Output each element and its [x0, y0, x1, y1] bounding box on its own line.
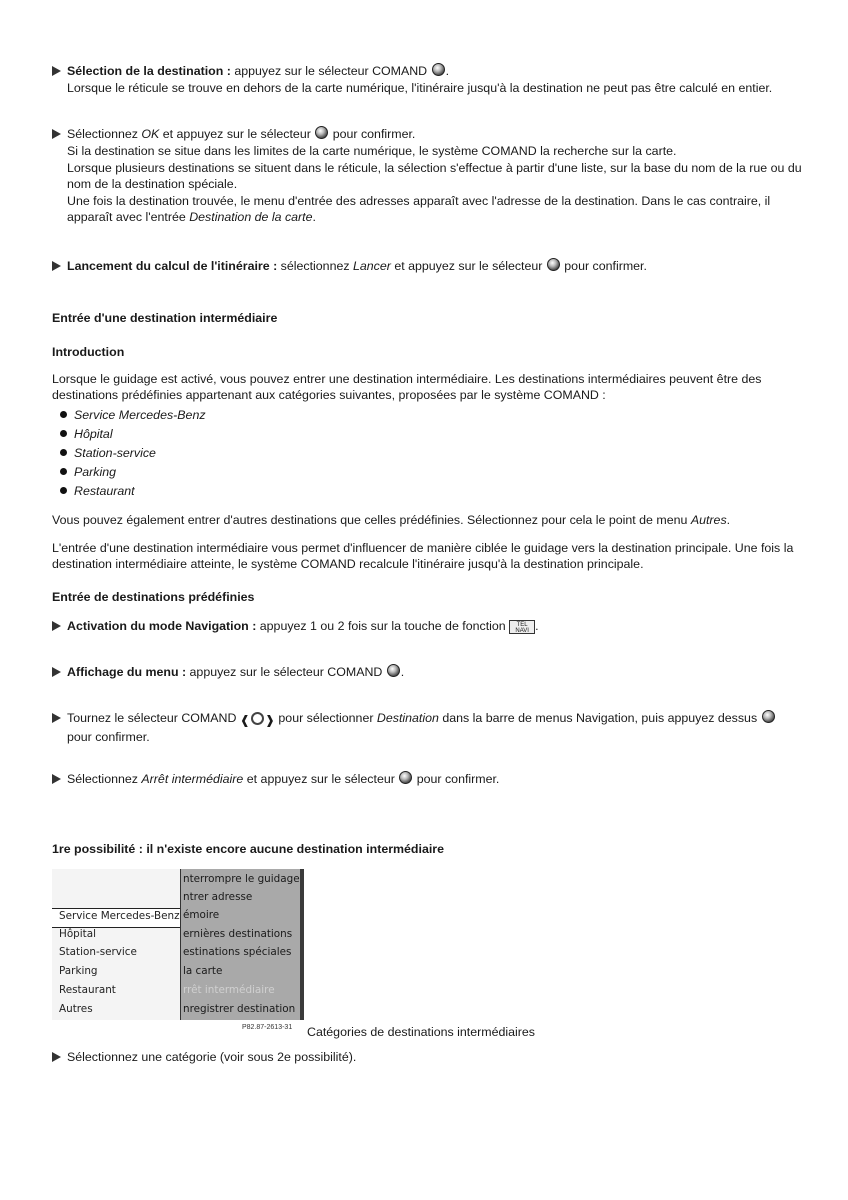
image-code: P82.87-2613-31 — [242, 1024, 293, 1031]
step-punct: . — [400, 665, 405, 679]
menu-item: nterrompre le guidage — [183, 873, 300, 885]
menu-item: émoire — [183, 909, 220, 921]
step-text: et appuyez sur le sélecteur — [390, 259, 546, 273]
comand-controller-press-icon — [399, 771, 412, 784]
menu-item: ntrer adresse — [183, 891, 253, 903]
paragraph-punct: . — [726, 513, 731, 527]
comand-menu-screenshot — [52, 869, 304, 1020]
step-note: Une fois la destination trouvée, le menu d'entrée des adresses apparaît avec l'adresse de la destination. Dans le cas contraire, il apparaît avec l'entrée — [67, 194, 771, 224]
section-heading: Entrée d'une destination intermédiaire — [52, 311, 278, 325]
category-item: Hôpital — [74, 427, 113, 441]
step-select-stopover — [52, 771, 812, 788]
destination-menu — [181, 869, 300, 1020]
step-text: sélectionnez — [277, 259, 353, 273]
comand-controller-press-icon — [315, 126, 328, 139]
category-item: Parking — [74, 465, 117, 479]
arrow-icon — [52, 774, 61, 784]
comand-controller-press-icon — [387, 664, 400, 677]
arrow-icon — [52, 667, 61, 677]
menu-item: Parking — [59, 965, 98, 977]
menu-item: Station-service — [59, 946, 137, 958]
menu-item: nregistrer destination — [183, 1003, 296, 1015]
figure-caption: Catégories de destinations intermédiaires — [307, 1025, 535, 1039]
step-select-destination — [52, 63, 812, 97]
menu-item-italic: Autres — [690, 513, 727, 527]
menu-item: Restaurant — [59, 984, 116, 996]
step-select-category — [52, 1049, 812, 1066]
step-text: et appuyez sur le sélecteur — [243, 772, 399, 786]
step-confirm-ok — [52, 126, 812, 226]
menu-item: rrêt intermédiaire — [183, 984, 275, 996]
step-title: Affichage du menu : — [67, 665, 187, 679]
category-item: Station-service — [74, 446, 156, 460]
category-item: Service Mercedes-Benz — [74, 408, 206, 422]
step-turn-controller — [52, 710, 812, 746]
arrow-icon — [52, 129, 61, 139]
step-italic: Destination de la carte — [189, 210, 313, 224]
menu-item: Hôpital — [59, 928, 96, 940]
step-text: pour confirmer. — [329, 127, 416, 141]
step-activate-navigation — [52, 618, 812, 635]
menu-item: Service Mercedes-Benz — [59, 910, 180, 922]
step-text: pour confirmer. — [67, 730, 150, 744]
step-punct: . — [312, 210, 316, 224]
intro-paragraph: Lorsque le guidage est activé, vous pouvez entrer une destination intermédiaire. Les destinations intermédiaires peuvent être des destinations prédéfinies appartenant aux catégories suivantes, proposées par le système COMAND : — [52, 372, 762, 402]
step-text: Sélectionnez — [67, 127, 142, 141]
category-item: Restaurant — [74, 484, 135, 498]
step-title: Activation du mode Navigation : — [67, 619, 257, 633]
step-text: appuyez sur le sélecteur COMAND — [230, 64, 431, 78]
other-destinations-paragraph — [52, 512, 812, 528]
step-start-route — [52, 258, 812, 275]
step-title: Lancement du calcul de l'itinéraire : — [67, 259, 278, 273]
screen-edge — [300, 869, 304, 1020]
comand-controller-rotate-icon: ❰ ❱ — [239, 713, 275, 727]
step-text: appuyez 1 ou 2 fois sur la touche de fonction — [256, 619, 510, 633]
arrow-icon — [52, 66, 61, 76]
category-menu — [52, 869, 180, 1020]
menu-item: estinations spéciales — [183, 946, 292, 958]
paragraph-text: Vous pouvez également entrer d'autres destinations que celles prédéfinies. Sélectionnez pour cela le point de menu — [52, 513, 691, 527]
subsection-heading: Introduction — [52, 345, 125, 359]
step-text: appuyez sur le sélecteur COMAND — [186, 665, 386, 679]
step-italic: OK — [141, 127, 160, 141]
step-punct: . — [535, 619, 539, 633]
menu-item: la carte — [183, 965, 223, 977]
menu-item: ernières destinations — [183, 928, 293, 940]
arrow-icon — [52, 713, 61, 723]
step-text: pour sélectionner — [274, 711, 377, 725]
arrow-icon — [52, 1052, 61, 1062]
step-text: pour confirmer. — [413, 772, 500, 786]
menu-item: Autres — [59, 1003, 93, 1015]
arrow-icon — [52, 621, 61, 631]
step-text: et appuyez sur le sélecteur — [159, 127, 315, 141]
step-title: Sélection de la destination : — [67, 64, 231, 78]
comand-controller-press-icon — [432, 63, 445, 76]
step-italic: Lancer — [352, 259, 391, 273]
step-text: Sélectionnez — [67, 772, 142, 786]
comand-controller-press-icon — [762, 710, 775, 723]
subsection-heading: Entrée de destinations prédéfinies — [52, 590, 255, 604]
step-punct: . — [445, 64, 450, 78]
subsection-heading: 1re possibilité : il n'existe encore aucune destination intermédiaire — [52, 842, 444, 856]
tel-navi-key-icon: TEL NAVI — [509, 620, 535, 634]
step-text: Sélectionnez une catégorie (voir sous 2e possibilité). — [67, 1050, 357, 1064]
step-note: Lorsque plusieurs destinations se situent dans le réticule, la sélection s'effectue à partir d'une liste, sur la base du nom de la rue ou du nom de la destination spéciale. — [67, 161, 802, 191]
influence-paragraph: L'entrée d'une destination intermédiaire vous permet d'influencer de manière ciblée le guidage vers la destination principale. Une fois la destination intermédiaire atteinte, le système COMAND recalcule l'itinéraire jusqu'à la destination principale. — [52, 541, 794, 571]
step-note: Lorsque le réticule se trouve en dehors de la carte numérique, l'itinéraire jusqu'à la destination ne peut pas être calculé en entier. — [67, 81, 773, 95]
arrow-icon — [52, 261, 61, 271]
step-italic: Destination — [376, 711, 439, 725]
comand-controller-press-icon — [547, 258, 560, 271]
step-note: Si la destination se situe dans les limites de la carte numérique, le système COMAND la recherche sur la carte. — [67, 144, 677, 158]
step-text: Tournez le sélecteur COMAND — [67, 711, 240, 725]
step-text: dans la barre de menus Navigation, puis appuyez dessus — [438, 711, 761, 725]
step-text: pour confirmer. — [560, 259, 647, 273]
step-italic: Arrêt intermédiaire — [141, 772, 244, 786]
step-show-menu — [52, 664, 812, 681]
